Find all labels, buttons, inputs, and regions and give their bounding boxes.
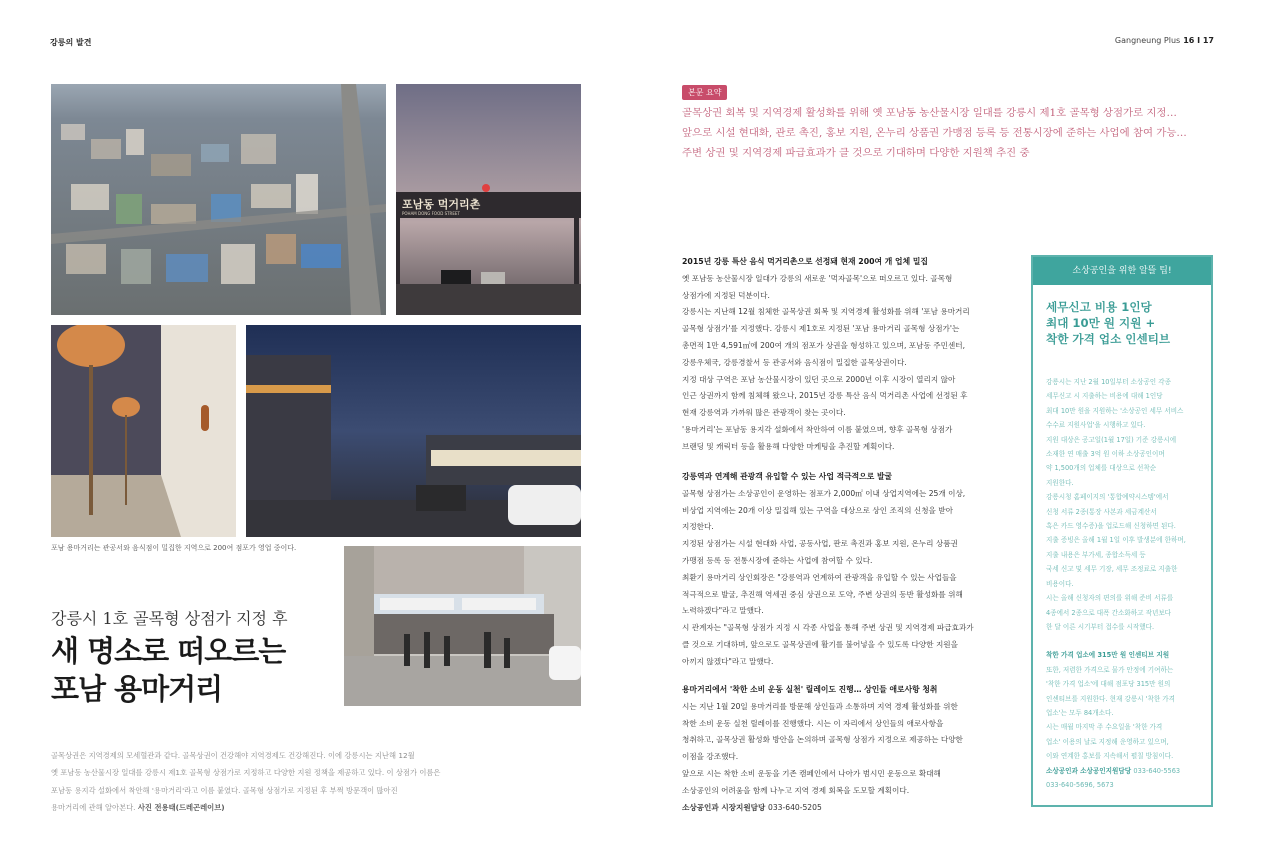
sidebar-contact-label: 소상공인과 소상공인지원담당 xyxy=(1046,766,1132,775)
body-line: 적극적으로 발굴, 추진해 역세권 중심 상권으로 도약, 주변 상권의 동반 활성화를 위해 xyxy=(682,589,963,599)
body-line: 착한 소비 운동 실천 릴레이를 진행했다. 시는 이 자리에서 상인들의 애로사항을 xyxy=(682,718,944,728)
sidebar-contact-number: 033-640-5563 xyxy=(1133,766,1181,775)
lede-line: 포남동 용지각 설화에서 착안해 '용마거리'라고 이름 붙였다. 골목형 상점가로 지정된 후 부쩍 방문객이 많아진 xyxy=(51,785,398,795)
sidebar-line: 지원한다. xyxy=(1046,478,1074,487)
body-line: '용마거리'는 포남동 용지각 설화에서 착안하여 이름 붙였으며, 향후 골목형 상점가 xyxy=(682,424,953,434)
body-line: 지정 대상 구역은 포남 농산물시장이 있던 곳으로 2000년 이후 시장이 열리지 않아 xyxy=(682,374,956,384)
lede-line-last xyxy=(51,799,471,816)
sidebar-title-line: 착한 가격 업소 인센티브 xyxy=(1046,332,1171,346)
sidebar-line: 신청 서류 2종(통장 사본과 세금계산서 xyxy=(1046,507,1157,516)
tip-sidebar xyxy=(1031,255,1213,807)
sidebar-line: 세무신고 시 지출하는 비용에 대해 1인당 xyxy=(1046,392,1163,401)
sidebar-line: 강릉시는 지난 2월 10일부터 소상공인 각종 xyxy=(1046,378,1171,386)
photo-credit: 사진 전용태(드레곤레이브) xyxy=(137,803,225,813)
body-line: 지정된 상점가는 시설 현대화 사업, 공동사업, 판로 촉진과 홍보 지원, 온누리 상품권 xyxy=(682,539,958,549)
body-section-3 xyxy=(682,682,1012,816)
section-heading: 강릉역과 연계해 관광객 유입할 수 있는 사업 적극적으로 발굴 xyxy=(682,472,893,481)
contact-number: 033-640-5205 xyxy=(768,802,822,812)
body-line: 상점가에 지정된 덕분이다. xyxy=(682,290,770,300)
sidebar-line: 업소'는 모두 84개소다. xyxy=(1046,708,1114,717)
body-line: 지정한다. xyxy=(682,522,714,532)
sidebar-line: 혹은 카드 영수증)을 업로드해 신청하면 된다. xyxy=(1046,522,1176,531)
body-section-1 xyxy=(682,254,1012,456)
section-heading: 용마거리에서 '착한 소비 운동 실천' 릴레이도 진행… 상인들 애로사항 청취 xyxy=(682,685,938,694)
sidebar-line: 또한, 저렴한 가격으로 물가 안정에 기여하는 xyxy=(1046,665,1174,674)
body-line: 강릉시는 지난해 12월 침체한 골목상권 회복 및 지역경제 활성화를 위해 '포남 용마거리 xyxy=(682,307,970,317)
body-line: 이점을 강조했다. xyxy=(682,752,739,762)
article-lede xyxy=(51,747,471,817)
sidebar-line: 시는 매월 마지막 주 수요일을 '착한 가격 xyxy=(1046,723,1163,732)
section-label: 강릉의 발견 xyxy=(50,38,92,47)
body-line: 노력하겠다"라고 말했다. xyxy=(682,606,764,616)
food-street-gate-photo xyxy=(396,84,581,315)
body-line: 아끼지 않겠다"라고 말했다. xyxy=(682,656,774,666)
alley-lamp-photo xyxy=(51,325,236,537)
sidebar-line: 국세 신고 및 세무 기장, 세무 조정료로 지출한 xyxy=(1046,565,1178,574)
page-numbers: 16 I 17 xyxy=(1183,36,1214,45)
headline-line: 포남 용마거리 xyxy=(51,672,223,706)
body-line: 시 관계자는 "골목형 상점가 지정 시 각종 사업을 통해 주변 상권 및 지역경제 파급효과가 xyxy=(682,623,974,633)
magazine-name: Gangneung Plus xyxy=(1114,36,1181,45)
headline-line: 새 명소로 떠오르는 xyxy=(51,634,286,668)
body-line: 옛 포남동 농산물시장 일대가 강릉의 새로운 '먹자골목'으로 떠오르고 있다. 골목형 xyxy=(682,273,953,283)
summary-line: 주변 상권 및 지역경제 파급효과가 클 것으로 기대하며 다양한 지원책 추진 중 xyxy=(682,147,1030,159)
article-headline xyxy=(51,632,341,708)
body-line: 최환기 용마거리 상인회장은 "강릉역과 연계하여 관광객을 유입할 수 있는 사업들을 xyxy=(682,572,957,582)
lede-line: 골목상권은 지역경제의 모세혈관과 같다. 골목상권이 건강해야 지역경제도 건강해진다. 이에 강릉시는 지난해 12월 xyxy=(51,751,415,760)
body-line: 현재 강릉역과 가까워 많은 관광객이 찾는 곳이다. xyxy=(682,408,846,418)
sidebar-line: 지출 내용은 부가세, 종합소득세 등 xyxy=(1046,550,1146,559)
sidebar-contact xyxy=(1046,764,1198,778)
sidebar-line: 강릉시청 홈페이지의 '통합예약시스템'에서 xyxy=(1046,493,1169,502)
sidebar-line: 한 달 이른 시기부터 접수를 시작했다. xyxy=(1046,622,1155,631)
sidebar-title-line: 최대 10만 원 지원 + xyxy=(1046,316,1156,330)
lede-line: 용마거리에 관해 알아본다. xyxy=(51,803,136,813)
sidebar-line: '착한 가격 업소'에 대해 점포당 315만 원의 xyxy=(1046,680,1171,689)
article-kicker: 강릉시 1호 골목형 상점가 지정 후 xyxy=(51,609,288,628)
sidebar-line: 비용이다. xyxy=(1046,579,1074,588)
body-line: 클 것으로 기대하며, 앞으로도 골목상권에 활기를 불어넣을 수 있도록 다양한 지원을 xyxy=(682,639,958,649)
sidebar-line: 이와 연계한 홍보를 지속해서 펼칠 방침이다. xyxy=(1046,752,1174,761)
body-line: 강릉우체국, 강릉경찰서 등 관공서와 음식점이 밀집한 골목상권이다. xyxy=(682,357,907,367)
gate-sign-subtext: POHAM DONG FOOD STREET xyxy=(402,211,460,216)
summary-line: 골목상권 회복 및 지역경제 활성화를 위해 옛 포남동 농산물시장 일대를 강릉시 제1호 골목형 상점가로 지정… xyxy=(682,107,1177,119)
page-folio xyxy=(1115,36,1214,45)
gate-sign-text: 포남동 먹거리촌 xyxy=(402,198,481,211)
sidebar-line: 약 1,500개의 업체를 대상으로 선착순 xyxy=(1046,464,1157,473)
body-line: 앞으로 시는 착한 소비 운동을 기존 캠페인에서 나아가 범시민 운동으로 확대해 xyxy=(682,768,941,778)
contact-label: 소상공인과 시장지원담당 xyxy=(682,802,766,812)
contact-info xyxy=(682,800,1012,817)
sidebar-line: 수수료 지원사업'을 시행하고 있다. xyxy=(1046,421,1146,430)
body-line: 인근 상권까지 함께 침체해 왔으나, 2015년 강릉 특산 음식 먹거리촌 사업에 선정된 후 xyxy=(682,391,968,401)
sidebar-body xyxy=(1033,347,1211,792)
section-heading: 2015년 강릉 특산 음식 먹거리촌으로 선정돼 현재 200여 개 업체 밀집 xyxy=(682,257,928,266)
photo-caption: 포남 용마거리는 관공서와 음식점이 밀집한 지역으로 200여 점포가 영업 중이다. xyxy=(51,544,297,552)
sidebar-line: 지원 대상은 공고일(1월 17일) 기준 강릉시에 xyxy=(1046,435,1177,444)
sidebar-line: 지출 증빙은 올해 1월 1일 이후 발생분에 한하며, xyxy=(1046,536,1186,545)
sidebar-line: 소재한 연 매출 3억 원 이하 소상공인이며 xyxy=(1046,450,1165,459)
summary-text xyxy=(682,103,1242,163)
body-line: 소상공인의 어려움을 함께 나누고 지역 경제 회복을 도모할 계획이다. xyxy=(682,785,910,795)
body-line: 골목형 상점가는 소상공인이 운영하는 점포가 2,000㎡ 이내 상업지역에는 25개 이상, xyxy=(682,488,966,498)
sidebar-line: 업소' 이용의 날로 지정해 운영하고 있으며, xyxy=(1046,737,1169,746)
sidebar-line: 최대 10만 원을 지원하는 '소상공인 세무 서비스 xyxy=(1046,406,1184,415)
sidebar-line: 시는 올해 신청자의 편의를 위해 준비 서류를 xyxy=(1046,594,1174,603)
body-line: 골목형 상점가'를 지정했다. 강릉시 제1호로 지정된 '포남 용마거리 골목형 상점가'는 xyxy=(682,324,960,334)
body-section-2 xyxy=(682,469,1012,671)
body-line: 가맹점 등록 등 전통시장에 준하는 사업에 참여할 수 있다. xyxy=(682,555,873,565)
daytime-street-photo xyxy=(344,546,581,706)
body-line: 브랜딩 및 캐릭터 등을 활용해 다양한 마케팅을 추진할 계획이다. xyxy=(682,441,895,451)
sidebar-line: 4종에서 2종으로 대폭 간소화하고 작년보다 xyxy=(1046,608,1172,617)
sidebar-header: 소상공인을 위한 알뜰 팁! xyxy=(1033,257,1211,285)
sidebar-title-line: 세무신고 비용 1인당 xyxy=(1046,300,1152,314)
body-line: 비상업 지역에는 20개 이상 밀집해 있는 구역을 대상으로 상인 조직의 신청을 받아 xyxy=(682,505,953,515)
body-line: 청취하고, 골목상권 활성화 방안을 논의하며 골목형 상점가 지정으로 제공하는 다양한 xyxy=(682,735,963,745)
aerial-city-photo xyxy=(51,84,386,315)
summary-line: 앞으로 시설 현대화, 관로 촉진, 홍보 지원, 온누리 상품권 가맹점 등록 등 전통시장에 준하는 사업에 참여 가능… xyxy=(682,127,1187,139)
summary-tag: 본문 요약 xyxy=(682,85,727,100)
sidebar-line: 인센티브를 지원한다. 현재 강릉시 '착한 가격 xyxy=(1046,694,1176,703)
body-line: 시는 지난 1월 20일 용마거리를 방문해 상인들과 소통하며 지역 경제 활성화를 위한 xyxy=(682,701,958,711)
night-street-photo xyxy=(246,325,581,537)
lede-line: 옛 포남동 농산물시장 일대를 강릉시 제1호 골목형 상점가로 지정하고 다양한 지원 정책을 제공하고 있다. 이 상점가 이름은 xyxy=(51,768,441,778)
sidebar-contact-number: 033-640-5696, 5673 xyxy=(1046,780,1114,789)
sidebar-subheading: 착한 가격 업소에 315만 원 인센티브 지원 xyxy=(1046,651,1170,660)
sidebar-title xyxy=(1033,285,1211,347)
body-line: 총면적 1만 4,591㎡에 200여 개의 점포가 상권을 형성하고 있으며, 포남동 주민센터, xyxy=(682,340,966,350)
